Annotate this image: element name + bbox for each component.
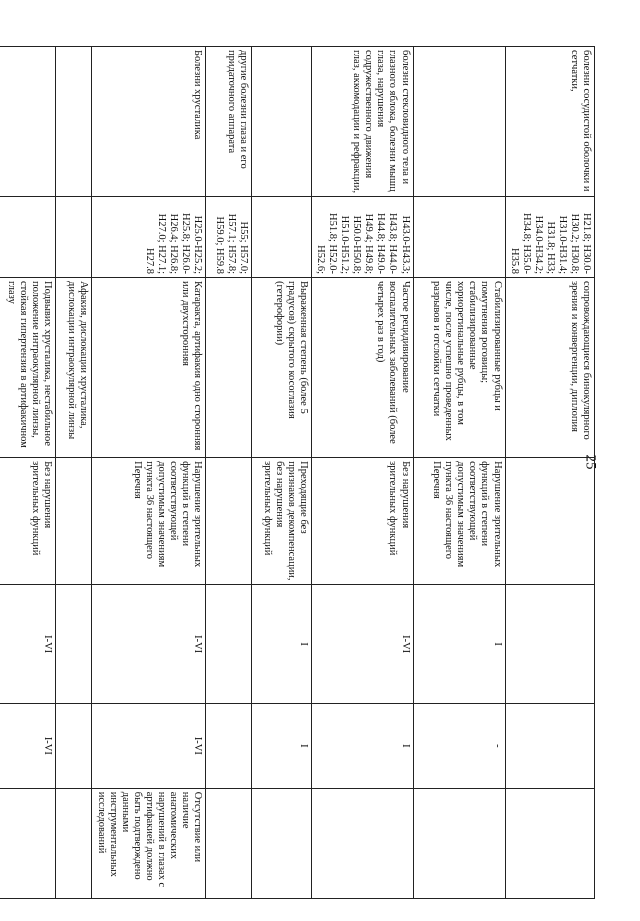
functional-cell: Нарушение зрительных функций в степени соответствующей допустимым значениям пункта 36 настоящего Перечня [92,458,206,585]
class-b-cell: I [312,703,414,788]
note-cell [56,788,92,898]
condition-cell: Выраженная степень (более 5 градусов) скрытого косоглазия (гетерофории) [252,278,312,458]
codes-cell: H25.0-H25.2; H25.8; H26.0-H26.4; H26.8; H27.0; H27.1; H27.8 [92,197,206,278]
codes-cell: H21.8; H30.0-H30.2; H30.8; H31.0-H31.4; H31.8; H33; H34.0-H34.2; H34.8; H35.0-H35.8 [505,197,594,278]
class-a-cell: I-VI [0,585,56,704]
page-number: 25 [582,454,599,470]
disease-cell [56,47,92,197]
table-row [312,47,414,899]
note-cell: Отсутствие или наличие анатомических нарушений в глазах с артифакией должно быть подтверждено данными инструментальных исследований [92,788,206,898]
class-b-cell [206,703,252,788]
class-b-cell: - [413,703,505,788]
class-a-cell: I [413,585,505,704]
medical-contraindications-table [0,46,595,899]
condition-cell: Стабилизированные рубцы и помутнения роговицы; стабилизированные хориоретинальные рубцы, в том числе, после успешно проведенных разрывов и отслойки сетчатки [413,278,505,458]
codes-cell [56,197,92,278]
table-row [252,47,312,899]
functional-cell: Без нарушения зрительных функций [312,458,414,585]
functional-cell: Без нарушения зрительных функций [0,458,56,585]
note-cell [413,788,505,898]
class-a-cell [206,585,252,704]
functional-cell [505,458,594,585]
note-cell [206,788,252,898]
disease-cell: Болезни хрусталика [92,47,206,197]
class-a-cell: I [252,585,312,704]
class-b-cell [505,703,594,788]
class-a-cell: I-VI [312,585,414,704]
disease-cell: другие болезни глаза и его придаточного аппарата [206,47,252,197]
rotated-page-content [6,46,595,899]
condition-cell: Подвывих хрусталика, нестабильное положение интраокулярной линзы, стойкая гипертензия в артифакичном глазу [0,278,56,458]
codes-cell [0,197,56,278]
class-b-cell [56,703,92,788]
table-row [206,47,252,899]
disease-cell [252,47,312,197]
table-row [505,47,594,899]
functional-cell: Нарушение зрительных функций в степени соответствующей допустимым значениям пункта 36 настоящего Перечня [413,458,505,585]
disease-cell: болезни стекловидного тела и глазного яблока, болезни мышц глаза, нарушения содружественного движения глаз, аккомодации и рефракции, [312,47,414,197]
functional-cell [206,458,252,585]
disease-cell [0,47,56,197]
codes-cell [413,197,505,278]
class-a-cell [56,585,92,704]
codes-cell [252,197,312,278]
note-cell [312,788,414,898]
functional-cell [56,458,92,585]
table-row [0,47,56,899]
note-cell [0,788,56,898]
functional-cell: Преходящие без признаков декомпенсации, без нарушения зрительных функций [252,458,312,585]
table-row [56,47,92,899]
codes-cell: H43.0-H43.3; H43.8; H44.0-H44.8; H49.0-H49.4; H49.8; H50.0-H50.8; H51.0-H51.2; H51.8; H52.0-H52.6; [312,197,414,278]
class-b-cell: I-VI [0,703,56,788]
class-a-cell [505,585,594,704]
note-cell [252,788,312,898]
condition-cell [206,278,252,458]
condition-cell: Афакия, дислокации хрусталика, дислокации интраокулярной линзы [56,278,92,458]
condition-cell: сопровождающиеся бинокулярного зрения и конвергенции, диплопия [505,278,594,458]
condition-cell: Частое рецидивирование воспалительных заболеваний (более четырех раз в год) [312,278,414,458]
note-cell [505,788,594,898]
codes-cell: H55; H57.0; H57.1; H57.8; H59.0; H59.8 [206,197,252,278]
disease-cell: болезни сосудистой оболочки и сетчатки, [505,47,594,197]
class-b-cell: I-VI [92,703,206,788]
condition-cell: Катаракта, артифакия одно сторонняя или двухсторонняя [92,278,206,458]
table-row [413,47,505,899]
table-row [92,47,206,899]
disease-cell [413,47,505,197]
class-b-cell: I [252,703,312,788]
class-a-cell: I-VI [92,585,206,704]
